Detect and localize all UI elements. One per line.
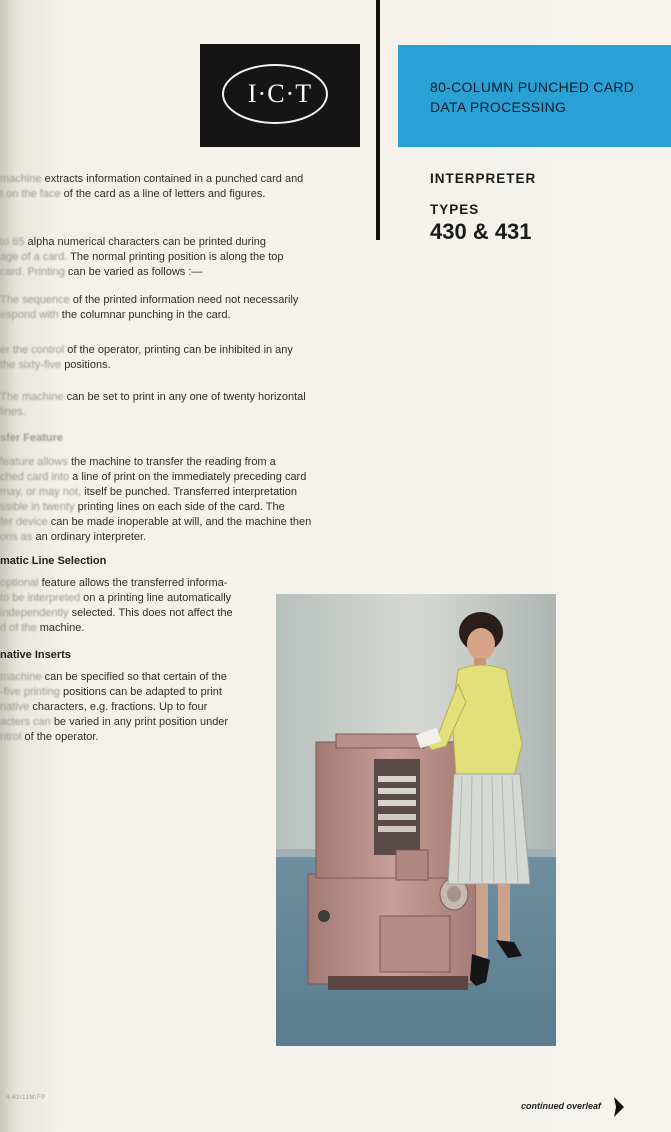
cropped-text: ons as bbox=[0, 531, 36, 543]
text-line bbox=[0, 730, 275, 745]
line-text: machine. bbox=[39, 622, 85, 634]
sequence-paragraph bbox=[0, 293, 370, 323]
cropped-text: may, or may not, bbox=[0, 486, 85, 498]
continued-overleaf: continued overleaf bbox=[521, 1101, 602, 1111]
photo-illustration bbox=[276, 594, 556, 1046]
text-line bbox=[0, 530, 370, 545]
control-paragraph bbox=[0, 343, 370, 373]
line-text: itself be punched. Transferred interpretation bbox=[84, 486, 297, 498]
cropped-text: lines. bbox=[0, 406, 26, 418]
text-line bbox=[0, 358, 370, 373]
line-text: the columnar punching in the card. bbox=[61, 309, 231, 321]
line-text: be varied in any print position under bbox=[53, 716, 229, 728]
model-numbers: 430 & 431 bbox=[430, 219, 532, 244]
text-line bbox=[0, 250, 370, 265]
cropped-text: native bbox=[0, 701, 33, 713]
cropped-text: ssible in twenty bbox=[0, 501, 78, 513]
print-code: 4-62/11M/FP bbox=[6, 1095, 46, 1101]
vertical-divider bbox=[376, 0, 380, 240]
line-text: on a printing line automatically bbox=[83, 592, 232, 604]
line-text: positions. bbox=[64, 359, 111, 371]
cropped-text: The machine bbox=[0, 391, 67, 403]
printing-paragraph bbox=[0, 235, 370, 280]
line-selection-paragraph bbox=[0, 576, 275, 636]
header-line-1: 80-COLUMN PUNCHED CARD bbox=[430, 79, 635, 95]
line-text: selected. This does not affect the bbox=[71, 607, 233, 619]
line-text: can be varied as follows :— bbox=[67, 266, 203, 278]
text-line bbox=[0, 715, 275, 730]
line-text: can be set to print in any one of twenty horizontal bbox=[66, 391, 306, 403]
text-line bbox=[0, 308, 370, 323]
text-line bbox=[0, 187, 370, 202]
cropped-text: er the control bbox=[0, 344, 68, 356]
line-text: the machine to transfer the reading from a bbox=[70, 456, 276, 468]
text-line bbox=[0, 591, 275, 606]
arrow-right-icon bbox=[612, 1097, 624, 1117]
text-line bbox=[0, 621, 275, 636]
line-text: printing lines on each side of the card. The bbox=[77, 501, 285, 513]
text-line bbox=[0, 700, 275, 715]
text-line bbox=[0, 235, 370, 250]
cropped-text: independently bbox=[0, 607, 72, 619]
text-line bbox=[0, 670, 275, 685]
cropped-text: ntrol bbox=[0, 731, 25, 743]
text-line bbox=[0, 405, 370, 420]
header-band bbox=[398, 45, 671, 147]
text-line bbox=[0, 576, 275, 591]
line-selection-heading: matic Line Selection bbox=[0, 555, 107, 567]
text-line bbox=[0, 685, 275, 700]
header-line-2: DATA PROCESSING bbox=[430, 99, 567, 115]
line-text: a line of print on the immediately preceding card bbox=[72, 471, 307, 483]
line-text: The normal printing position is along the top bbox=[70, 251, 284, 263]
logo-text: I·C·T bbox=[247, 79, 313, 108]
cropped-text: The sequence bbox=[0, 294, 73, 306]
intro-paragraph bbox=[0, 172, 370, 202]
interpreter-machine-photo bbox=[276, 594, 556, 1046]
line-text: alpha numerical characters can be printed during bbox=[27, 236, 267, 248]
text-line bbox=[0, 265, 370, 280]
text-line bbox=[0, 606, 275, 621]
cropped-text: machine bbox=[0, 173, 45, 185]
ict-logo bbox=[200, 44, 360, 147]
inserts-paragraph bbox=[0, 670, 275, 745]
line-text: an ordinary interpreter. bbox=[35, 531, 147, 543]
line-text: characters, e.g. fractions. Up to four bbox=[32, 701, 208, 713]
transfer-paragraph bbox=[0, 455, 370, 545]
text-line bbox=[0, 293, 370, 308]
line-text: of the operator, printing can be inhibited in any bbox=[67, 344, 293, 356]
text-line bbox=[0, 515, 370, 530]
line-text: positions can be adapted to print bbox=[62, 686, 222, 698]
cropped-text: espond with bbox=[0, 309, 62, 321]
cropped-text: to 65 bbox=[0, 236, 28, 248]
transfer-heading: sfer Feature bbox=[0, 432, 63, 444]
text-line bbox=[0, 500, 370, 515]
line-text: can be made inoperable at will, and the machine then bbox=[50, 516, 312, 528]
text-line bbox=[0, 390, 370, 405]
text-line bbox=[0, 485, 370, 500]
cropped-text: age of a card. bbox=[0, 251, 71, 263]
line-text: of the card as a line of letters and figures. bbox=[63, 188, 266, 200]
product-name: INTERPRETER bbox=[430, 171, 537, 186]
text-line bbox=[0, 470, 370, 485]
cropped-text: optional bbox=[0, 577, 42, 589]
text-line bbox=[0, 172, 370, 187]
line-text: extracts information contained in a punched card and bbox=[44, 173, 304, 185]
cropped-text: fer device bbox=[0, 516, 51, 528]
cropped-text: feature allows bbox=[0, 456, 71, 468]
cropped-text: acters can bbox=[0, 716, 54, 728]
line-text: can be specified so that certain of the bbox=[44, 671, 227, 683]
line-text: of the printed information need not necessarily bbox=[72, 294, 299, 306]
line-text: of the operator. bbox=[24, 731, 99, 743]
cropped-text: to be interpreted bbox=[0, 592, 84, 604]
cropped-text: card. Printing bbox=[0, 266, 68, 278]
lines-paragraph bbox=[0, 390, 370, 420]
text-line bbox=[0, 343, 370, 358]
cropped-text: machine bbox=[0, 671, 45, 683]
line-text: feature allows the transferred informa- bbox=[41, 577, 228, 589]
cropped-text: ched card into bbox=[0, 471, 73, 483]
cropped-text: -five printing bbox=[0, 686, 63, 698]
inserts-heading: native Inserts bbox=[0, 649, 71, 661]
cropped-text: t on the face bbox=[0, 188, 64, 200]
types-label: TYPES bbox=[430, 202, 480, 217]
text-line bbox=[0, 455, 370, 470]
cropped-text: d of the bbox=[0, 622, 40, 634]
cropped-text: the sixty-five bbox=[0, 359, 65, 371]
